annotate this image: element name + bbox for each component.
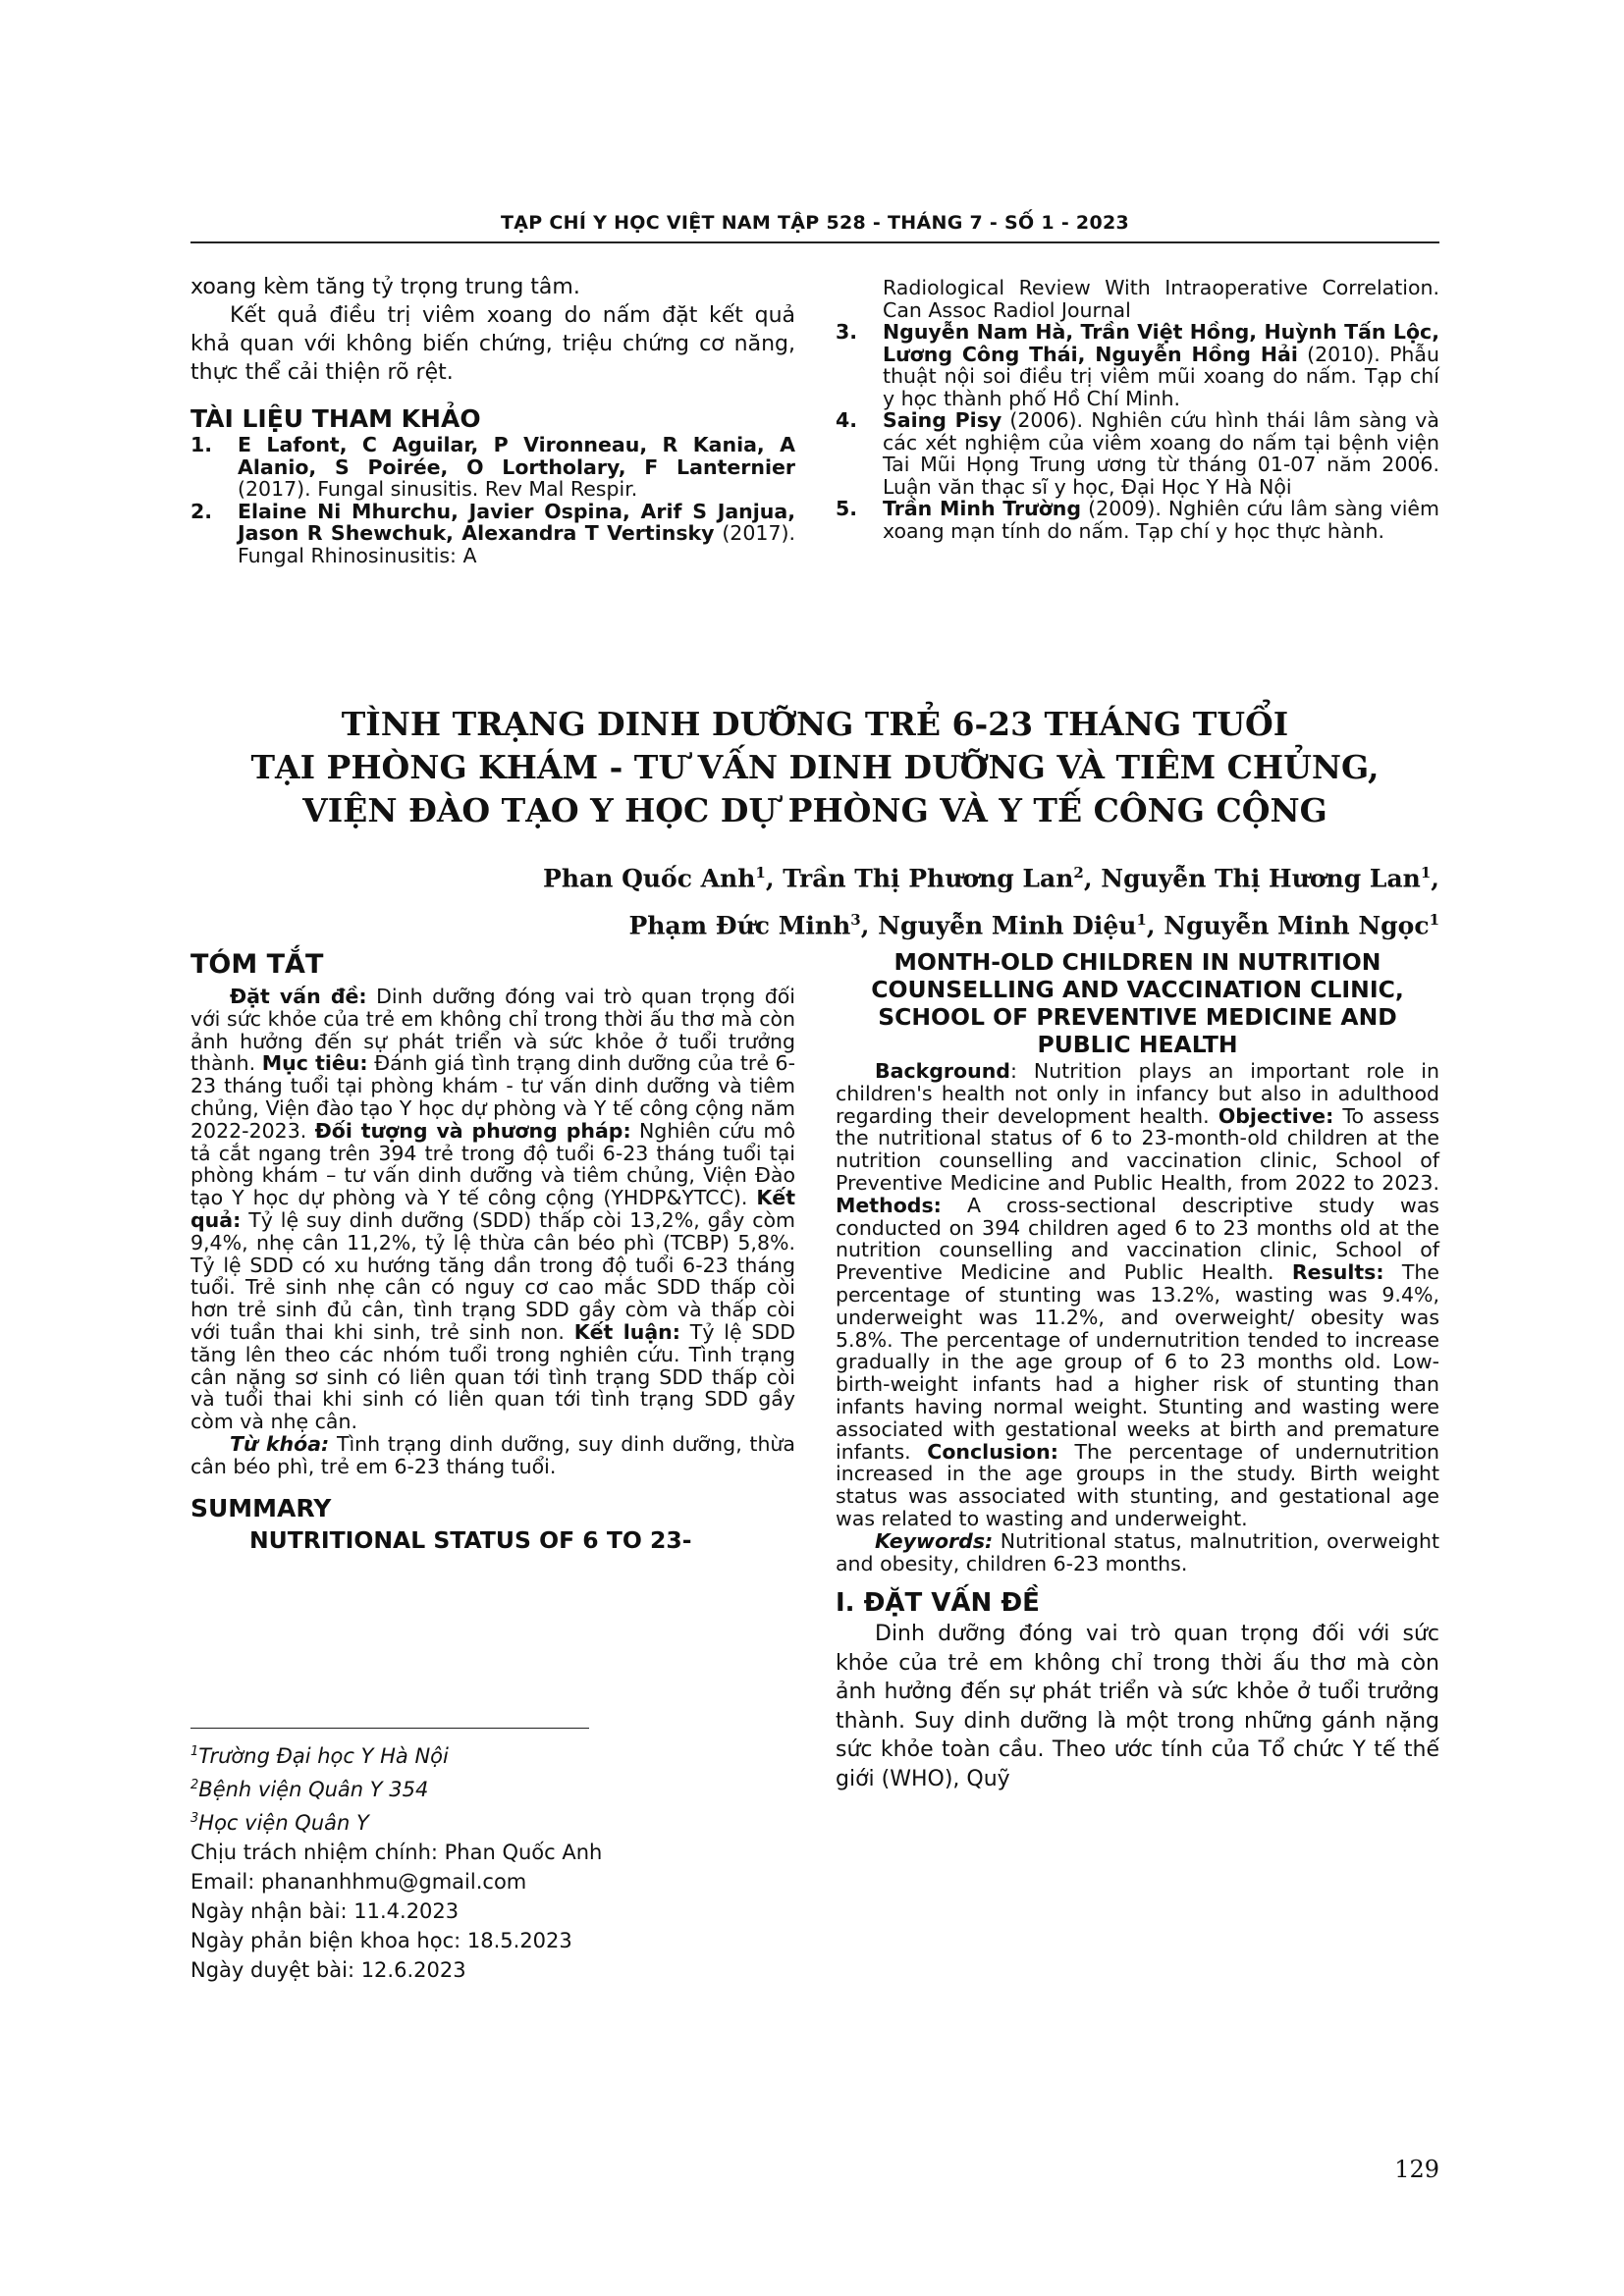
abstract-label: Đối tượng và phương pháp: bbox=[314, 1118, 631, 1143]
reference-citation: (2017). Fungal Rhinosinusitis: A bbox=[238, 521, 795, 567]
prev-conclusion-paragraph: Kết quả điều trị viêm xoang do nấm đặt kết quả khả quan với không biến chứng, triệu chứng cơ năng, thực thể cải thiện rõ rệt. bbox=[190, 303, 795, 385]
author-separator: , bbox=[1083, 864, 1102, 893]
date-reviewed: Ngày phản biện khoa học: 18.5.2023 bbox=[190, 1929, 572, 1952]
author-name: Trần Thị Phương Lan bbox=[783, 864, 1074, 893]
abstract-vi bbox=[190, 986, 795, 1478]
page-number: 129 bbox=[1394, 2156, 1439, 2183]
reference-continuation: Radiological Review With Intraoperative Correlation. Can Assoc Radiol Journal bbox=[883, 276, 1439, 322]
reference-authors: Trần Minh Trường bbox=[883, 497, 1082, 520]
abstract-heading: TÓM TẮT bbox=[190, 949, 324, 980]
title-line: VIỆN ĐÀO TẠO Y HỌC DỰ PHÒNG VÀ Y TẾ CÔNG CỘNG bbox=[302, 791, 1327, 829]
author-affiliation-mark: 1 bbox=[1136, 911, 1147, 930]
author-separator: , bbox=[860, 911, 879, 940]
reference-number: 4. bbox=[836, 408, 858, 432]
reference-item bbox=[836, 409, 1439, 498]
reference-number: 1. bbox=[190, 433, 213, 456]
reference-list-right bbox=[836, 277, 1439, 542]
reference-item bbox=[190, 501, 795, 567]
corresponding-author: Chịu trách nhiệm chính: Phan Quốc Anh bbox=[190, 1841, 603, 1864]
summary-label: Conclusion: bbox=[927, 1439, 1058, 1464]
reference-item bbox=[190, 434, 795, 501]
date-accepted: Ngày duyệt bài: 12.6.2023 bbox=[190, 1958, 466, 1982]
keywords-label: Từ khóa: bbox=[230, 1431, 330, 1456]
author-affiliation-mark: 2 bbox=[1073, 864, 1084, 881]
summary-heading: SUMMARY bbox=[190, 1493, 332, 1522]
running-header: TẠP CHÍ Y HỌC VIỆT NAM TẬP 528 - THÁNG 7 - SỐ 1 - 2023 bbox=[500, 212, 1130, 234]
author-affiliation-mark: 1 bbox=[755, 864, 766, 881]
author-line bbox=[543, 852, 1439, 899]
reference-item bbox=[836, 498, 1439, 542]
author-name: Phạm Đức Minh bbox=[628, 911, 851, 940]
section-heading: I. ĐẶT VẤN ĐỀ bbox=[836, 1588, 1040, 1619]
author-name: Nguyễn Minh Diệu bbox=[878, 911, 1137, 940]
footnotes bbox=[190, 1737, 602, 1985]
reference-authors: Elaine Ni Mhurchu, Javier Ospina, Arif S Janjua, Jason R Shewchuk, Alexandra T Vertinsky bbox=[238, 499, 795, 545]
reference-number: 5. bbox=[836, 497, 858, 520]
affiliation-3: $^3$Học viện Quân Y bbox=[190, 1811, 369, 1835]
author-name: Nguyễn Thị Hương Lan bbox=[1101, 864, 1421, 893]
author-affiliation-mark: 3 bbox=[850, 911, 861, 930]
prev-paragraph-end: xoang kèm tăng tỷ trọng trung tâm. bbox=[190, 275, 580, 299]
summary-label: Background bbox=[875, 1059, 1010, 1083]
abstract-label: Kết quả: bbox=[190, 1186, 795, 1232]
prev-article-left-column bbox=[190, 273, 795, 566]
prev-article-right-column bbox=[836, 277, 1439, 542]
abstract-right-column bbox=[836, 948, 1439, 1793]
reference-citation: (2009). Nghiên cứu lâm sàng viêm xoang mạn tính do nấm. Tạp chí y học thực hành. bbox=[883, 497, 1439, 543]
affiliation-2: $^2$Bệnh viện Quân Y 354 bbox=[190, 1778, 429, 1801]
summary-label: Methods: bbox=[836, 1193, 942, 1217]
keywords-en: Keywords: Nutritional status, malnutrition, overweight and obesity, children 6-23 months. bbox=[836, 1528, 1439, 1575]
author-separator: , bbox=[765, 864, 784, 893]
reference-citation: (2017). Fungal sinusitis. Rev Mal Respir. bbox=[238, 477, 638, 501]
summary-label: Objective: bbox=[1218, 1103, 1334, 1128]
author-separator: , bbox=[1146, 911, 1164, 940]
reference-item bbox=[836, 321, 1439, 409]
title-line: TÌNH TRẠNG DINH DƯỠNG TRẺ 6-23 THÁNG TUỔI bbox=[341, 705, 1289, 743]
author-line bbox=[543, 899, 1439, 946]
reference-number: 3. bbox=[836, 320, 858, 344]
reference-list-left bbox=[190, 434, 795, 566]
author-affiliation-mark: 1 bbox=[1420, 864, 1432, 881]
reference-authors: E Lafont, C Aguilar, P Vironneau, R Kania, A Alanio, S Poirée, O Lortholary, F Lanternier bbox=[238, 433, 795, 479]
title-line: TẠI PHÒNG KHÁM - TƯ VẤN DINH DƯỠNG VÀ TIÊM CHỦNG, bbox=[250, 748, 1380, 786]
date-received: Ngày nhận bài: 11.4.2023 bbox=[190, 1899, 460, 1923]
summary-title-start: NUTRITIONAL STATUS OF 6 TO 23- bbox=[249, 1525, 692, 1554]
article-title bbox=[190, 703, 1439, 832]
abstract-label: Mục tiêu: bbox=[261, 1051, 368, 1076]
reference-authors: Nguyễn Nam Hà, Trần Việt Hồng, Huỳnh Tấn Lộc, Lương Công Thái, Nguyễn Hồng Hải bbox=[883, 320, 1439, 366]
abstract-label: Đặt vấn đề: bbox=[230, 985, 367, 1008]
keywords-vi: Từ khóa: Tình trạng dinh dưỡng, suy dinh dưỡng, thừa cân béo phì, trẻ em 6-23 tháng tuổi. bbox=[190, 1431, 795, 1478]
author-name: Phan Quốc Anh bbox=[543, 864, 756, 893]
abstract-left-column bbox=[190, 948, 795, 1555]
author-separator: , bbox=[1431, 864, 1439, 893]
header-rule bbox=[190, 241, 1439, 243]
references-heading: TÀI LIỆU THAM KHẢO bbox=[190, 404, 481, 433]
abstract-body: Đặt vấn đề: Dinh dưỡng đóng vai trò quan trọng đối với sức khỏe của trẻ em không chỉ trong thời ấu thơ mà còn ảnh hưởng đến sự phát triển và sức khỏe ở tuổi trưởng thành. Mục tiêu: Đánh giá tình trạng dinh dưỡng của trẻ 6-23 tháng tuổi tại phòng khám - tư vấn dinh dưỡng và tiêm chủng, Viện đào tạo Y học dự phòng và Y tế công cộng năm 2022-2023. Đối tượng và phương pháp: Nghiên cứu mô tả cắt ngang trên 394 trẻ trong độ tuổi 6-23 tháng tuổi tại phòng khám – tư vấn dinh dưỡng và tiêm chủng, Viện Đào tạo Y học dự phòng và Y tế công cộng (YHDP&YTCC). Kết quả: Tỷ lệ suy dinh dưỡng (SDD) thấp còi 13,2%, gầy còm 9,4%, nhẹ cân 11,2%, tỷ lệ thừa cân béo phì (TCBP) 5,8%. Tỷ lệ SDD có xu hướng tăng dần trong độ tuổi 6-23 tháng tuổi. Trẻ sinh nhẹ cân có nguy cơ cao mắc SDD thấp còi hơn trẻ sinh đủ cân, tình trạng SDD gầy còm và thấp còi với tuần thai khi sinh, trẻ sinh non. Kết luận: Tỷ lệ SDD tăng lên theo các nhóm tuổi trong nghiên cứu. Tình trạng cân nặng sơ sinh có liên quan tới tình trạng SDD thấp còi và tuổi thai khi sinh có liên quan tới tình trạng SDD gầy còm và nhẹ cân. bbox=[190, 985, 795, 1434]
summary-label: Results: bbox=[1291, 1260, 1384, 1285]
keywords-label: Keywords: bbox=[875, 1528, 994, 1553]
section-body: Dinh dưỡng đóng vai trò quan trọng đối với sức khỏe của trẻ em không chỉ trong thời ấu thơ mà còn ảnh hưởng đến sự phát triển và sức khỏe ở tuổi trưởng thành. Suy dinh dưỡng là một trong những gánh nặng sức khỏe toàn cầu. Theo ước tính của Tổ chức Y tế thế giới (WHO), Quỹ bbox=[836, 1622, 1439, 1791]
footnote-rule bbox=[190, 1728, 589, 1729]
reference-citation: (2010). Phẫu thuật nội soi điều trị viêm mũi xoang do nấm. Tạp chí y học thành phố Hồ Chí Minh. bbox=[883, 342, 1439, 410]
summary-title-continuation: MONTH-OLD CHILDREN IN NUTRITION COUNSELLING AND VACCINATION CLINIC, SCHOOL OF PREVENTIVE MEDICINE AND PUBLIC HEALTH bbox=[871, 948, 1404, 1058]
author-name: Nguyễn Minh Ngọc bbox=[1164, 911, 1430, 940]
abstract-label: Kết luận: bbox=[573, 1319, 680, 1344]
reference-citation: (2006). Nghiên cứu hình thái lâm sàng và các xét nghiệm của viêm xoang do nấm tại bệnh viện Tai Mũi Họng Trung ương từ tháng 01-07 năm 2006. Luận văn thạc sĩ y học, Đại Học Y Hà Nội bbox=[883, 408, 1439, 499]
author-affiliation-mark: 1 bbox=[1429, 911, 1439, 930]
abstract-en bbox=[836, 1060, 1439, 1575]
reference-number: 2. bbox=[190, 499, 213, 523]
author-list bbox=[543, 852, 1439, 947]
affiliation-1: $^1$Trường Đại học Y Hà Nội bbox=[190, 1744, 449, 1768]
corresponding-email: Email: phananhhmu@gmail.com bbox=[190, 1870, 527, 1894]
summary-body: Background: Nutrition plays an important role in children's health not only in infancy but also in adulthood regarding their development health. Objective: To assess the nutritional status of 6 to 23-month-old children at the nutrition counselling and vaccination clinic, School of Preventive Medicine and Public Health, from 2022 to 2023. Methods: A cross-sectional descriptive study was conducted on 394 children aged 6 to 23 months old at the nutrition counselling and vaccination clinic, School of Preventive Medicine and Public Health. Results: The percentage of stunting was 13.2%, wasting was 9.4%, underweight was 11.2%, and overweight/ obesity was 5.8%. The percentage of undernutrition tended to increase gradually in the age group of 6 to 23 months old. Low-birth-weight infants had a higher risk of stunting than infants having normal weight. Stunting and wasting were associated with gestational weeks at birth and premature infants. Conclusion: The percentage of undernutrition increased in the age groups in the study. Birth weight status was associated with stunting, and gestational age was related to wasting and underweight. bbox=[836, 1059, 1439, 1530]
reference-authors: Saing Pisy bbox=[883, 408, 1002, 432]
